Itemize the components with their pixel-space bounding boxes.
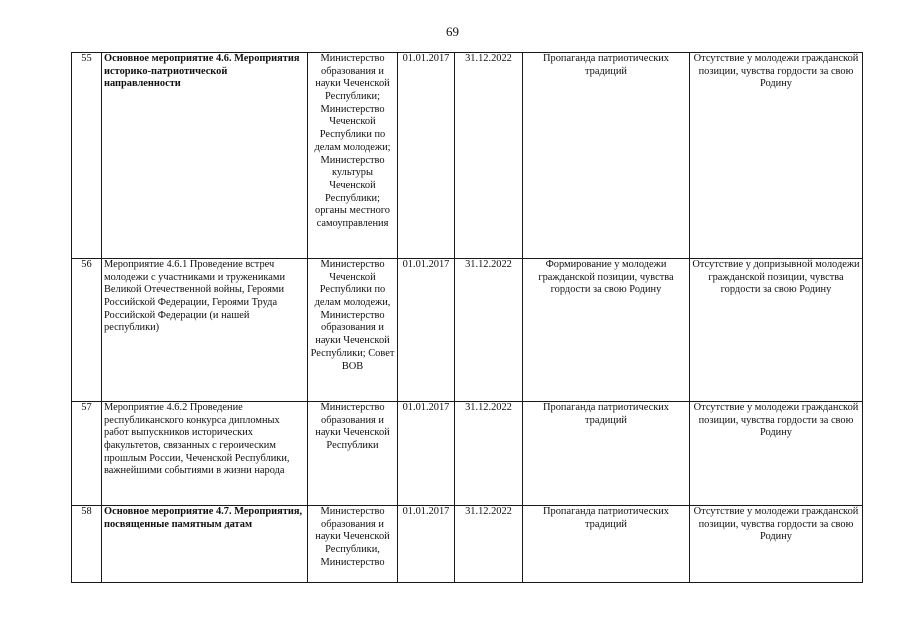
start-date: 01.01.2017 — [398, 506, 455, 583]
table-row — [72, 259, 863, 402]
executors: Министерство Чеченской Республики по делам молодежи, Министерство образования и науки Чеченской Республики; Совет ВОВ — [308, 259, 398, 402]
row-number: 55 — [72, 53, 102, 259]
activity-name: Мероприятие 4.6.1 Проведение встреч молодежи с участниками и тружениками Великой Отечественной войны, Героями Российской Федерации, Героями Труда Российской Федерации (и нашей республики) — [102, 259, 308, 402]
row-number: 56 — [72, 259, 102, 402]
expected-result: Формирование у молодежи гражданской позиции, чувства гордости за свою Родину — [523, 259, 690, 402]
start-date: 01.01.2017 — [398, 53, 455, 259]
non-implementation-consequence: Отсутствие у молодежи гражданской позиции, чувства гордости за свою Родину — [690, 506, 863, 583]
expected-result: Пропаганда патриотических традиций — [523, 53, 690, 259]
table-row — [72, 402, 863, 506]
program-activities-table — [71, 52, 863, 583]
executors: Министерство образования и науки Чеченской Республики; Министерство Чеченской Республики по делам молодежи; Министерство культуры Чеченской Республики; органы местного самоуправления — [308, 53, 398, 259]
executors: Министерство образования и науки Чеченской Республики, Министерство — [315, 506, 390, 568]
expected-result: Пропаганда патриотических традиций — [523, 506, 690, 583]
row-number: 57 — [72, 402, 102, 506]
end-date: 31.12.2022 — [455, 259, 523, 402]
non-implementation-consequence: Отсутствие у молодежи гражданской позиции, чувства гордости за свою Родину — [690, 402, 863, 506]
end-date: 31.12.2022 — [455, 506, 523, 583]
table-row — [72, 506, 863, 583]
row-number: 58 — [72, 506, 102, 583]
activity-name: Основное мероприятие 4.6. Мероприятия историко-патриотической направленности — [102, 53, 308, 259]
start-date: 01.01.2017 — [398, 259, 455, 402]
activity-name: Мероприятие 4.6.2 Проведение республиканского конкурса дипломных работ выпускников исторических факультетов, связанных с героическим прошлым России, Чеченской Республики, важнейшими событиями в жизни народа — [102, 402, 308, 506]
executors: Министерство образования и науки Чеченской Республики — [308, 402, 398, 506]
end-date: 31.12.2022 — [455, 53, 523, 259]
non-implementation-consequence: Отсутствие у молодежи гражданской позиции, чувства гордости за свою Родину — [690, 53, 863, 259]
end-date: 31.12.2022 — [455, 402, 523, 506]
activity-name: Основное мероприятие 4.7. Мероприятия, посвященные памятным датам — [102, 506, 308, 583]
start-date: 01.01.2017 — [398, 402, 455, 506]
expected-result: Пропаганда патриотических традиций — [523, 402, 690, 506]
non-implementation-consequence: Отсутствие у допризывной молодежи гражданской позиции, чувства гордости за свою Родину — [690, 259, 863, 402]
page-number: 69 — [446, 24, 459, 39]
table-row — [72, 53, 863, 259]
executors-cell — [308, 506, 398, 583]
